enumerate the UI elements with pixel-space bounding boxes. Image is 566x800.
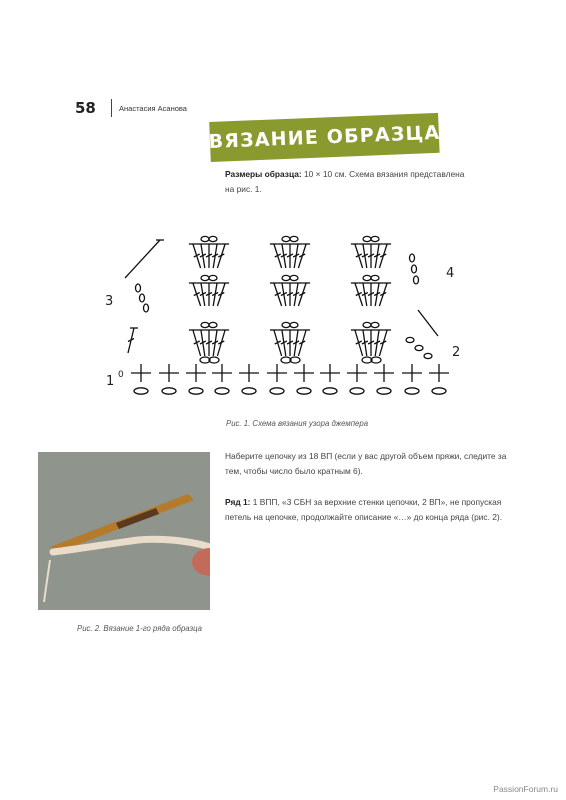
row1-label: Ряд 1: <box>225 497 251 507</box>
chain-stitch-oval <box>377 388 391 394</box>
cluster-chain-oval <box>282 275 290 280</box>
turning-chain-oval <box>136 284 141 292</box>
row1-text: 1 ВПП, «3 СБН за верхние стенки цепочки, 2 ВП», не пропуская петель на цепочке, продолжайте описание «…» до конца ряда (рис. 2). <box>225 497 503 522</box>
cluster-chain-oval <box>201 322 209 327</box>
cluster-chain-oval <box>209 275 217 280</box>
cluster-chain-oval <box>290 236 298 241</box>
row-label-2: 2 <box>452 345 461 360</box>
turning-stitch <box>418 310 438 336</box>
turning-chain-oval <box>140 294 145 302</box>
chain-stitch-oval <box>432 388 446 394</box>
cluster-chain-oval <box>371 275 379 280</box>
chain-stitch-oval <box>162 388 176 394</box>
cluster-chain-oval <box>209 322 217 327</box>
row1-paragraph <box>225 495 515 525</box>
turning-chain-oval <box>406 337 414 342</box>
chain-paragraph: Наберите цепочку из 18 ВП (если у вас другой объем пряжи, следите за тем, чтобы число было кратным 6). <box>225 451 507 476</box>
cluster-chain-oval <box>209 236 217 241</box>
turning-chain-oval <box>415 345 423 350</box>
figure1-caption: Рис. 1. Схема вязания узора джемпера <box>226 419 369 428</box>
chain-stitch-oval <box>405 388 419 394</box>
cluster-chain-oval <box>363 236 371 241</box>
cluster-chain-oval <box>371 322 379 327</box>
turning-chain-oval <box>412 265 417 273</box>
header-divider <box>111 99 112 117</box>
chain-stitch-oval <box>350 388 364 394</box>
cluster-chain-oval <box>290 275 298 280</box>
turning-chain-oval <box>414 276 419 284</box>
cluster-chain-oval <box>201 236 209 241</box>
turning-chain-oval <box>410 254 415 262</box>
size-text: 10 × 10 см. Схема вязания представлена на рис. 1. <box>225 169 465 194</box>
chain-stitch-oval <box>134 388 148 394</box>
chain-stitch-oval <box>297 388 311 394</box>
figure2-caption: Рис. 2. Вязание 1-го ряда образца <box>77 624 202 633</box>
author-name: Анастасия Асанова <box>119 104 187 113</box>
cluster-chain-oval <box>363 275 371 280</box>
row-label-4: 4 <box>446 266 455 281</box>
row-label-1: 1 <box>106 374 115 389</box>
row-label-3: 3 <box>105 294 114 309</box>
cluster-chain-oval <box>290 322 298 327</box>
page-title: ВЯЗАНИЕ ОБРАЗЦА <box>208 121 441 154</box>
crochet-photo <box>38 452 210 610</box>
size-label: Размеры образца: <box>225 169 302 179</box>
chain-stitch-oval <box>323 388 337 394</box>
chain-stitch-oval <box>270 388 284 394</box>
chain-stitch-oval <box>215 388 229 394</box>
start-marker: 0 <box>118 370 124 380</box>
turning-chain-oval <box>144 304 149 312</box>
cluster-chain-oval <box>201 275 209 280</box>
photo-background <box>38 452 210 610</box>
size-paragraph <box>225 167 470 197</box>
cluster-chain-oval <box>282 236 290 241</box>
cluster-chain-oval <box>363 322 371 327</box>
chain-stitch-oval <box>189 388 203 394</box>
page-number: 58 <box>75 99 96 117</box>
crochet-diagram <box>100 228 470 418</box>
watermark: PassionForum.ru <box>493 784 558 794</box>
turning-chain-oval <box>424 353 432 358</box>
turning-stitch <box>125 240 160 278</box>
cluster-chain-oval <box>282 322 290 327</box>
cluster-chain-oval <box>371 236 379 241</box>
title-banner <box>209 113 439 162</box>
chain-stitch-oval <box>242 388 256 394</box>
